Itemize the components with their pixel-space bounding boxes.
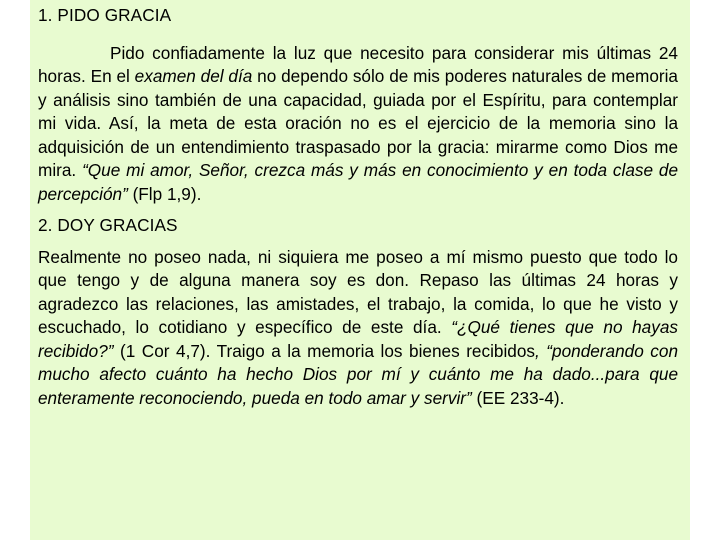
paragraph-doy-gracias — [38, 246, 678, 411]
citation-flp: (Flp 1,9). — [127, 183, 202, 204]
quote-ee: , “ponderando con mucho afecto cuánto ha hecho Dios por mí y cuánto me ha dado...para que enteramente reconociendo, pueda en todo amar y servir” — [38, 340, 678, 408]
text-segment-italic: examen del día — [134, 66, 253, 86]
text-segment: Pido confiadamente la luz que necesito para considerar mis últimas 24 horas. En el — [38, 42, 678, 86]
text-segment: no dependo sólo de mis poderes naturales de memoria y análisis sino también de una capacidad, guiada por el Espíritu, para contemplar mi vida. Así, la meta de esta oración no es el ejercicio de la memoria sino la adquisición de un entendimiento traspasado por la gracia: mirarme como Dios me mira. — [38, 66, 678, 180]
quote-flp: “Que mi amor, Señor, crezca más y más en conocimiento y en toda clase de percepción” — [38, 160, 679, 204]
text-segment: Realmente no poseo nada, ni siquiera me poseo a mí mismo puesto que todo lo que tengo y de alguna manera soy es don. Repaso las últimas 24 horas y agradezco las relaciones, las amistades, el trabajo, la comida, lo que he visto y escuchado, lo cotidiano y específico de este día. — [38, 246, 678, 337]
quote-cor: “¿Qué tienes que no hayas recibido?” — [38, 317, 678, 361]
citation-cor: (1 Cor 4,7). Traigo a la memoria los bienes recibidos — [113, 340, 535, 361]
document-body — [38, 0, 678, 410]
citation-ee: (EE 233-4). — [471, 387, 565, 408]
section-heading-doy-gracias: 2. DOY GRACIAS — [38, 215, 178, 235]
paragraph-pido-gracia — [38, 42, 678, 207]
section-heading-pido-gracia: 1. PIDO GRACIA — [38, 5, 172, 25]
